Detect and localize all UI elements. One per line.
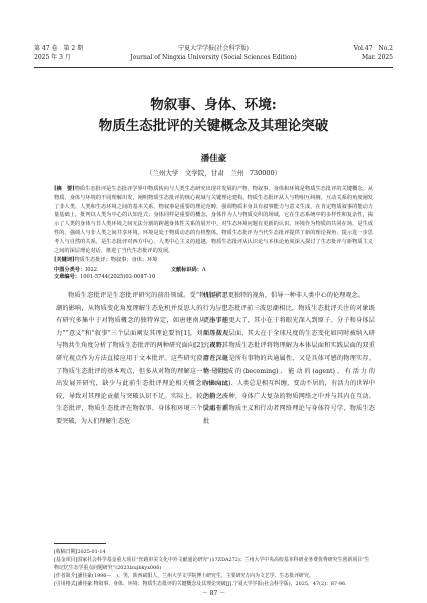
body-paragraph: 机提供了更独特的视角，倡导一种非人类中心的伦理观念。: [203, 292, 364, 299]
keywords-text: 物质生态批评；物叙事；身体；环境: [74, 257, 158, 263]
running-header: [34, 44, 393, 66]
author-name: 潘佳豪: [200, 154, 227, 164]
class-number: 中图分类号：I022: [54, 267, 98, 273]
journal-name: [34, 44, 393, 62]
footnote-rule: [54, 543, 106, 544]
author-bio: [作者简介]潘佳豪(1996— )，男，陕西咸阳人，兰州大学文学院博士研究生，主要研究方向为文艺学、生态批评研究。: [54, 573, 314, 579]
document-code: 文献标识码：A: [170, 267, 206, 273]
title-line-1: 物叙事、身体、环境:: [150, 97, 277, 113]
footnotes: [54, 548, 373, 588]
issue-date-en: Mar. 2025: [361, 54, 393, 61]
body-paragraph: 与生态批评前三波思潮相比，物质生态批评关注的对象既更小了也更大了，其小在于将眼光深入到原子、分子和身体层面等微观层面，其大在于全球尺度的生态变化如同时被纳入研究视野。物质生态批评将物理解为本体层面和实践层面的双重存在，既是所有事物的共通属性，又是具体可感的物理实存。物是生成的(becoming)、能动的(agent)、有活力的(vibrant)、人类总是相互纠缠、变动不居的，有活力的世界中的物之一种，身体广大复杂的物质网络之中并与其内在互动。受惠于新物质主义和行动者网络理论与身体符号学，物质生态批: [203, 304, 375, 425]
abstract-text: 物质生态批评是生态批评学界中物质转向与人类生态研究出现并发展的产物，物叙事、身体和环境是物质生态批评的关键概念。从物质、身体与环境的不同理解出发，阐明物质生态批评的核心视域与关键理论建构。物质生态批评从人与物相互纠缠、互动关系的角度阐发了非人类、人类和生态环境之间的基本关系。物叙事是重要的理论范畴，强调物质本身具有叙事能力与意义生成，在肯定物质叙事的能动力量基础上，批判以人类为中心的认知范式；身体同样是重要的概念，身体作为人与物质交织的场域，它在生态系统中的多样性和复杂性，揭示了人类的身体与非人类环境之间无法分割的跨越身体性关系的展开中，对生态环境问题有更新的认识。环境作为物质的共同在场，是生成性的，强调人与非人类之间共享环境，环境是处于物质动态的有机整体。物质生态批评为当代生态批评提供了新的理论视角，提示进一步思考人与自然的关系，是生态批评对西方中心、人类中心主义的超越，物质生态批评从认识论与本体论角度深入探讨了生态批评与新物质主义之间的深层理论对话，推进了当代生态批评的发展。: [54, 186, 373, 254]
journal-name-en: Journal of Ningxia University (Social Sciences Edition): [130, 54, 297, 61]
body-paragraph: 物质生态批评是生态批评研究的前沿领域。受“物转向”思潮的影响，从物质变化角度理解生态危机并反思人的行为。已有研究多集中于对物质概念的独特界定，如唐建南从“施事能力”“意义”和“叙事”三个层面阐发其理论要旨[1]，刘邦珏从人与物共生角度分析了物质生态批评的两种研究面向[2]，或将其研究视点作为方法直接应用于文本批评。这些研究澄清并深化了物质生态批评的基本观点，但多从对物的理解这一单一维度出发展开研究，缺少与此前生态批评理论相关概念的横向比较，导致对其理论贡献与突破认识不足。实际上，较之前三波生态批评，物质生态批评在物叙事、身体和环境三个层面有重要突破，为人们理解生态危: [56, 292, 228, 425]
received-date: [收稿日期]2025-01-14: [54, 549, 106, 555]
fund-project: [基金项目]国家社会科学基金重大项目“丝路审美文化中外文献通论研究”(17ZDA272)；兰州大学中央高校基本科研业务费优秀研究生创新项目“生物记忆生态学重点问题研究”(2023lzujbkyx006): [54, 557, 370, 571]
citation-format: [引用格式]潘佳豪.物叙事、身体、环境：物质生态批评的关键概念及其理论突破[J].宁夏大学学报(社会科学版)，2025，47(2)：87-96.: [54, 581, 347, 587]
article-number: 文章编号：1001-5744(2025)02-0087-10: [54, 274, 156, 280]
classification-info: [54, 266, 373, 280]
keywords-label: [关键词]: [54, 257, 75, 263]
header-rule: [34, 67, 393, 68]
page-number: － 87 －: [201, 590, 226, 597]
abstract: [54, 185, 373, 255]
abstract-label: [摘 要]: [54, 186, 75, 192]
article-title: [34, 95, 393, 137]
body-column-right: [203, 290, 375, 429]
issue-date: 2025 年 3 月: [34, 54, 71, 61]
keywords: [54, 256, 373, 263]
journal-name-cn: 宁夏大学学报(社会科学版): [178, 45, 249, 52]
volume-issue-en: Vol.47 No.2: [353, 45, 393, 52]
volume-issue: 第 47 卷 第 2 期: [34, 45, 84, 52]
author-affiliation: （兰州大学 文学院，甘肃 兰州 730000）: [145, 169, 282, 177]
issue-info-en: [354, 44, 393, 62]
title-line-2: 物质生态批评的关键概念及其理论突破: [98, 118, 329, 134]
